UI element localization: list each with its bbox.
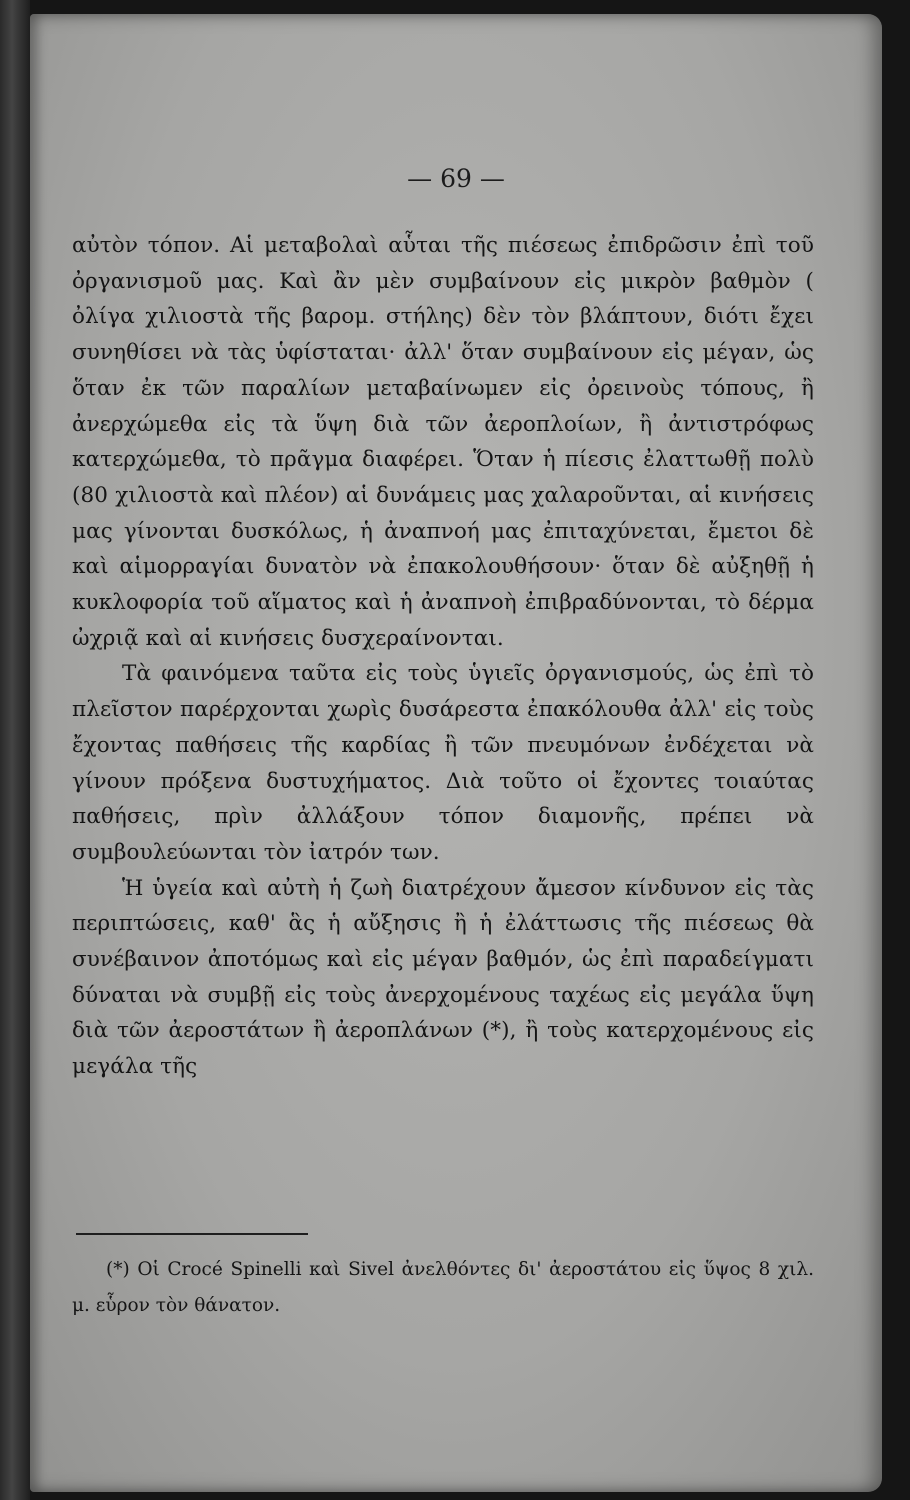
- paragraph-2: Τὰ φαινόμενα ταῦτα εἰς τοὺς ὑγιεῖς ὀργανισμούς, ὡς ἐπὶ τὸ πλεῖστον παρέρχονται χωρὶς δυσάρεστα ἐπακόλουθα ἀλλ' εἰς τοὺς ἔχοντας παθήσεις τῆς καρδίας ἢ τῶν πνευμόνων ἐνδέχεται νὰ γίνουν πρόξενα δυστυχήματος. Διὰ τοῦτο οἱ ἔχοντες τοιαύτας παθήσεις, πρὶν ἀλλάξουν τόπον διαμονῆς, πρέπει νὰ συμβουλεύωνται τὸν ἰατρόν των.: [72, 661, 814, 865]
- paragraph-3: Ἡ ὑγεία καὶ αὐτὴ ἡ ζωὴ διατρέχουν ἄμεσον κίνδυνον εἰς τὰς περιπτώσεις, καθ' ἃς ἡ αὔξησις ἢ ἡ ἐλάττωσις τῆς πιέσεως θὰ συνέβαινον ἀποτόμως καὶ εἰς μέγαν βαθμόν, ὡς ἐπὶ παραδείγματι δύναται νὰ συμβῇ εἰς τοὺς ἀνερχομένους ταχέως εἰς μεγάλα ὕψη διὰ τῶν ἀεροστάτων ἢ ἀεροπλάνων (*), ἢ τοὺς κατερχομένους εἰς μεγάλα τῆς: [72, 875, 814, 1080]
- paragraph-1: αὐτὸν τόπον. Αἱ μεταβολαὶ αὗται τῆς πιέσεως ἐπιδρῶσιν ἐπὶ τοῦ ὀργανισμοῦ μας. Καὶ ἂν μὲν συμβαίνουν εἰς μικρὸν βαθμὸν ( ὀλίγα χιλιοστὰ τῆς βαρομ. στήλης) δὲν τὸν βλάπτουν, διότι ἔχει συνηθίσει νὰ τὰς ὑφίσταται· ἀλλ' ὅταν συμβαίνουν εἰς μέγαν, ὡς ὅταν ἐκ τῶν παραλίων μεταβαίνωμεν εἰς ὀρεινοὺς τόπους, ἢ ἀνερχώμεθα εἰς τὰ ὕψη διὰ τῶν ἀεροπλοίων, ἢ ἀντιστρόφως κατερχώμεθα, τὸ πρᾶγμα διαφέρει. Ὅταν ἡ πίεσις ἐλαττωθῇ πολὺ (80 χιλιοστὰ καὶ πλέον) αἱ δυνάμεις μας χαλαροῦνται, αἱ κινήσεις μας γίνονται δυσκόλως, ἡ ἀναπνοή μας ἐπιταχύνεται, ἔμετοι δὲ καὶ αἱμορραγίαι δυνατὸν νὰ ἐπακολουθήσουν· ὅταν δὲ αὐξηθῇ ἡ κυκλοφορία τοῦ αἵματος καὶ ἡ ἀναπνοὴ ἐπιβραδύνονται, τὸ δέρμα ὠχριᾷ καὶ αἱ κινήσεις δυσχεραίνονται.: [72, 233, 814, 651]
- footnote-text: (*) Οἱ Crocé Spinelli καὶ Sivel ἀνελθόντες δι' ἀεροστάτου εἰς ὕψος 8 χιλ. μ. εὗρον τὸν θάνατον.: [72, 1259, 814, 1316]
- book-spine: [0, 0, 30, 1500]
- page-number: — 69 —: [407, 164, 505, 193]
- body-text: [72, 228, 814, 1085]
- footnote: [72, 1252, 814, 1324]
- footnote-rule: [76, 1233, 308, 1235]
- book-page: [30, 14, 882, 1492]
